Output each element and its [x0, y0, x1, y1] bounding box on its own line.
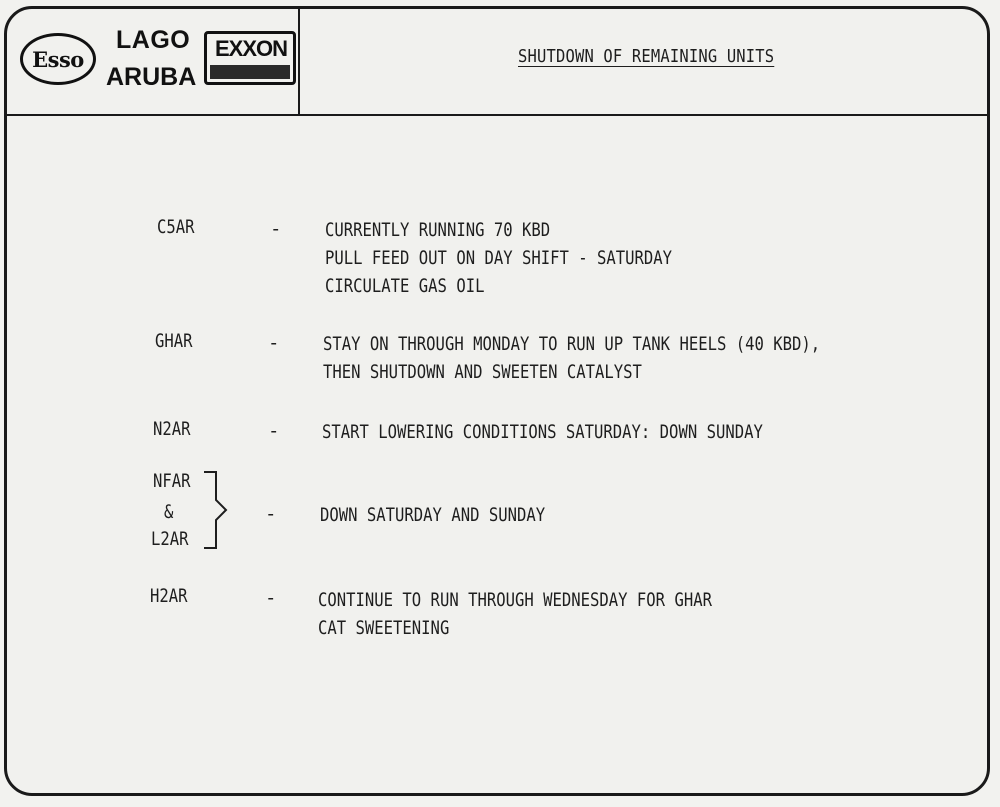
unit-desc-c5ar [325, 216, 672, 300]
esso-logo-text: Esso [32, 46, 84, 72]
unit-dash-c5ar: - [270, 218, 282, 240]
desc-line: CURRENTLY RUNNING 70 KBD [325, 219, 551, 241]
header-separator [4, 114, 990, 116]
desc-line: DOWN SATURDAY AND SUNDAY [320, 504, 546, 526]
header-divider [298, 8, 300, 115]
esso-logo [20, 33, 96, 85]
unit-desc-h2ar [318, 586, 712, 642]
document-frame [4, 6, 990, 796]
unit-label-nfar: NFAR [153, 470, 191, 492]
desc-line: START LOWERING CONDITIONS SATURDAY: DOWN SUNDAY [322, 421, 763, 443]
exxon-logo [204, 31, 296, 85]
desc-line: CIRCULATE GAS OIL [325, 275, 485, 297]
desc-line: PULL FEED OUT ON DAY SHIFT - SATURDAY [325, 247, 673, 269]
unit-label-ampersand: & [164, 501, 174, 523]
desc-line: CAT SWEETENING [318, 617, 450, 639]
desc-line: THEN SHUTDOWN AND SWEETEN CATALYST [323, 361, 642, 383]
unit-dash-n2ar: - [268, 420, 280, 442]
exxon-logo-bar [210, 65, 290, 79]
unit-desc-n2ar [322, 418, 763, 446]
desc-line: CONTINUE TO RUN THROUGH WEDNESDAY FOR GHAR [318, 589, 712, 611]
unit-desc-ghar [323, 330, 820, 386]
grouping-bracket [202, 470, 232, 550]
page-title: SHUTDOWN OF REMAINING UNITS [518, 46, 775, 67]
unit-label-l2ar: L2AR [151, 528, 189, 550]
lago-logo-text: LAGO [116, 26, 191, 54]
unit-dash-nfar-l2ar: - [265, 503, 277, 525]
unit-label-ghar: GHAR [155, 330, 193, 352]
exxon-logo-text: EXXON [214, 36, 288, 61]
unit-desc-nfar-l2ar [320, 501, 545, 529]
unit-dash-h2ar: - [265, 587, 277, 609]
desc-line: STAY ON THROUGH MONDAY TO RUN UP TANK HEELS (40 KBD), [323, 333, 821, 355]
unit-label-n2ar: N2AR [153, 418, 191, 440]
unit-label-h2ar: H2AR [150, 585, 188, 607]
unit-dash-ghar: - [268, 332, 280, 354]
unit-label-c5ar: C5AR [157, 216, 195, 238]
aruba-logo-text: ARUBA [106, 63, 197, 91]
